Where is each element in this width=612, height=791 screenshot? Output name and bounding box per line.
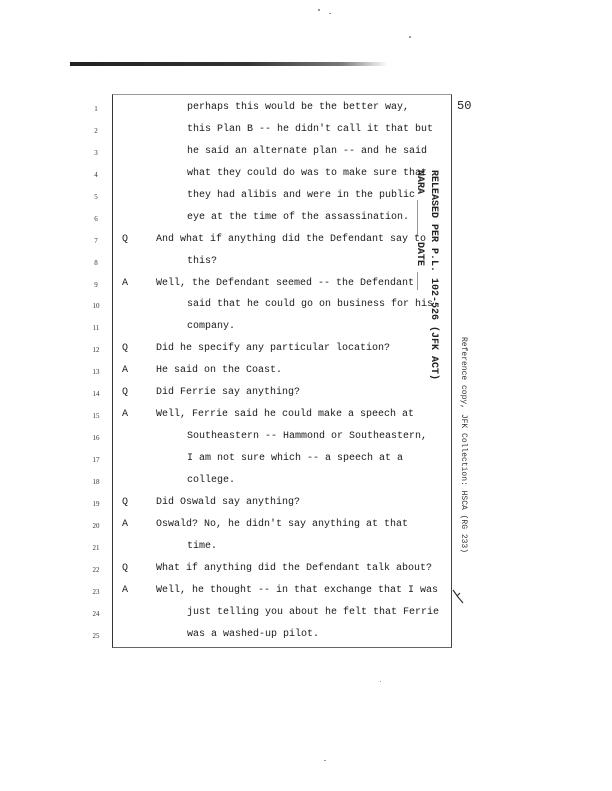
line-number: 4 (94, 170, 98, 179)
line-number: 7 (94, 236, 98, 245)
top-edge-bar (70, 62, 388, 66)
line-number: 14 (92, 390, 100, 399)
line-number: 5 (94, 192, 98, 201)
transcript-line (0, 320, 470, 336)
line-text: time. (187, 540, 218, 552)
transcript-line (0, 342, 470, 358)
line-text: What if anything did the Defendant talk about? (156, 562, 433, 574)
speaker-label: Q (122, 233, 129, 245)
line-text: was a washed-up pilot. (187, 628, 320, 640)
speaker-label: Q (122, 387, 129, 399)
line-text: Oswald? No, he didn't say anything at that (156, 518, 409, 530)
transcript-line (0, 211, 470, 227)
transcript-line (0, 233, 470, 249)
line-number: 1 (94, 105, 98, 113)
transcript-line (0, 606, 470, 622)
line-text: they had alibis and were in the public (187, 189, 416, 201)
scan-speck (329, 13, 331, 14)
transcript-line (0, 540, 470, 556)
line-number: 13 (92, 368, 100, 377)
line-text: I am not sure which -- a speech at a (187, 453, 404, 465)
line-number: 17 (92, 456, 100, 465)
line-text: college. (187, 474, 236, 486)
line-number: 16 (92, 434, 100, 443)
line-text: He said on the Coast. (156, 365, 283, 377)
reference-copy-note: Reference copy, JFK Collection: HSCA (RG 233) (459, 337, 468, 554)
line-number: 24 (92, 609, 100, 618)
speaker-label: Q (122, 562, 129, 574)
line-text: Well, the Defendant seemed -- the Defendant (156, 277, 415, 289)
transcript-line (0, 430, 470, 446)
speaker-label: Q (122, 496, 129, 508)
speaker-label: Q (122, 343, 129, 355)
transcript-line (0, 364, 470, 380)
line-text: eye at the time of the assassination. (187, 211, 410, 223)
speaker-label: A (122, 365, 129, 377)
transcript-line (0, 584, 470, 600)
line-number: 25 (92, 631, 100, 640)
transcript-line (0, 474, 470, 490)
line-text: he said an alternate plan -- and he said (187, 145, 428, 157)
line-text: this Plan B -- he didn't call it that but (187, 123, 434, 135)
transcript-line (0, 145, 470, 161)
line-text: what they could do was to make sure that (187, 167, 428, 179)
transcript-line (0, 255, 470, 271)
line-text: perhaps this would be the better way, (187, 102, 410, 113)
line-number: 15 (92, 412, 100, 421)
transcript-line (0, 298, 470, 314)
release-stamp-line2: NARA ______ DATE ___ (414, 170, 425, 291)
transcript-line (0, 189, 470, 205)
transcript-line (0, 628, 470, 644)
line-number: 10 (92, 302, 100, 311)
line-text: just telling you about he felt that Ferrie (187, 606, 440, 618)
line-number: 21 (92, 543, 100, 552)
speaker-label: A (122, 409, 129, 421)
line-text: this? (187, 255, 218, 267)
scan-speck (318, 9, 320, 11)
speaker-label: A (122, 518, 129, 530)
release-stamp-line1: RELEASED PER P.L. 102-526 (JFK ACT) (428, 170, 439, 381)
line-text: Did Oswald say anything? (156, 496, 301, 508)
transcript-line (0, 277, 470, 293)
line-text: Did he specify any particular location? (156, 343, 391, 355)
transcript-line (0, 562, 470, 578)
line-number: 20 (92, 521, 100, 530)
line-number: 11 (92, 324, 100, 333)
line-number: 22 (92, 565, 100, 574)
line-number: 23 (92, 587, 100, 596)
transcript-line (0, 496, 470, 512)
transcript-line (0, 386, 470, 402)
transcript-line (0, 123, 470, 139)
line-number: 6 (94, 214, 98, 223)
transcript-line (0, 452, 470, 468)
speaker-label: A (122, 277, 129, 289)
page-number: 50 (457, 99, 472, 113)
line-number: 2 (94, 126, 98, 135)
line-text: company. (187, 321, 236, 333)
scan-speck (409, 36, 411, 38)
line-number: 9 (94, 280, 98, 289)
line-number: 19 (92, 499, 100, 508)
scan-speck (324, 760, 326, 761)
line-text: Well, Ferrie said he could make a speech at (156, 409, 415, 421)
scan-speck (380, 681, 381, 682)
transcript-line (0, 408, 470, 424)
line-text: said that he could go on business for his (187, 299, 434, 311)
line-text: Did Ferrie say anything? (156, 387, 301, 399)
line-number: 3 (94, 148, 98, 157)
line-number: 18 (92, 477, 100, 486)
line-text: Southeastern -- Hammond or Southeastern, (187, 431, 428, 443)
line-number: 8 (94, 258, 98, 267)
speaker-label: A (122, 584, 129, 596)
line-text: And what if anything did the Defendant say to (156, 233, 427, 245)
transcript-line (0, 518, 470, 534)
transcript-line (0, 167, 470, 183)
line-text: Well, he thought -- in that exchange that I was (156, 584, 439, 596)
transcript-line (0, 101, 470, 117)
line-number: 12 (92, 346, 100, 355)
